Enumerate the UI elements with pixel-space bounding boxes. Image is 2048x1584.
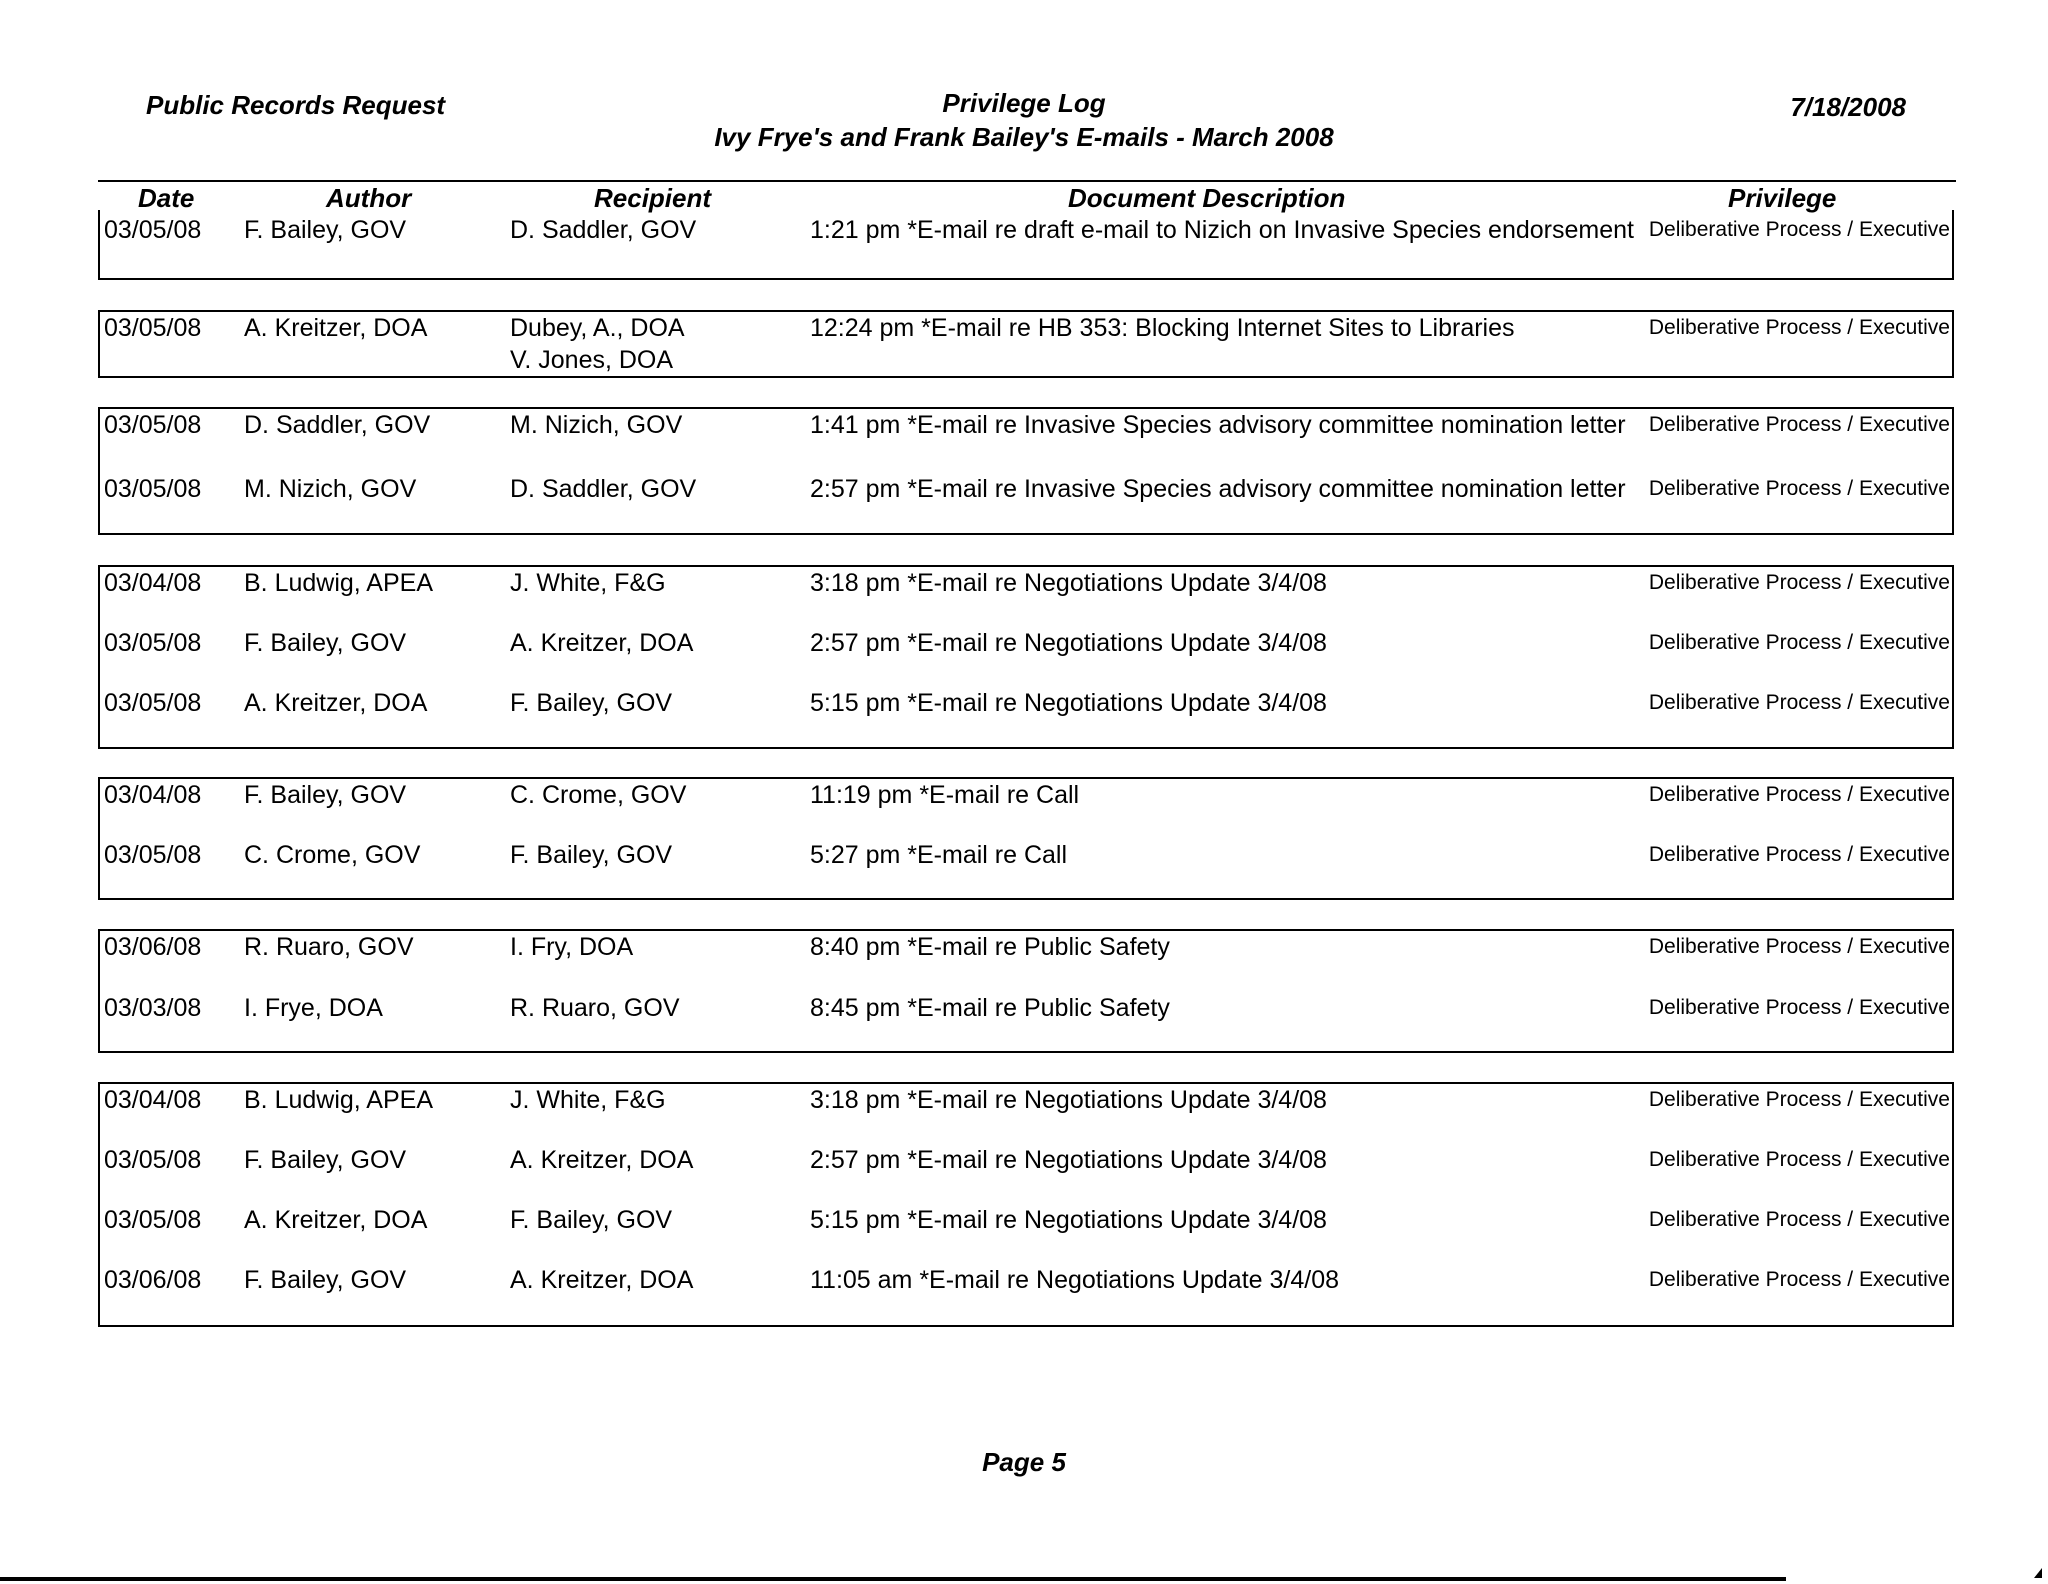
entry-recipient: D. Saddler, GOV [510, 216, 697, 244]
entry-recipient: M. Nizich, GOV [510, 411, 683, 439]
entry-date: 03/04/08 [104, 569, 202, 597]
entry-privilege: Deliberative Process / Executive [1648, 631, 1950, 654]
entry-privilege: Deliberative Process / Executive [1648, 843, 1950, 866]
entry-description: 3:18 pm *E-mail re Negotiations Update 3/4/08 [810, 1086, 1327, 1114]
entry-group [98, 929, 1954, 1053]
column-header-date: Date [138, 183, 195, 213]
entry-description: 8:40 pm *E-mail re Public Safety [810, 933, 1170, 961]
entry-date: 03/05/08 [104, 689, 202, 717]
entry-privilege: Deliberative Process / Executive [1648, 1088, 1950, 1111]
entry-recipient: J. White, F&G [510, 1086, 666, 1114]
header-rule [98, 180, 1956, 182]
entry-description: 2:57 pm *E-mail re Negotiations Update 3/4/08 [810, 1146, 1327, 1174]
entry-author: A. Kreitzer, DOA [244, 689, 428, 717]
entry-recipient: C. Crome, GOV [510, 781, 687, 809]
entry-author: F. Bailey, GOV [244, 1146, 407, 1174]
entry-recipient: F. Bailey, GOV [510, 841, 673, 869]
entry-author: B. Ludwig, APEA [244, 569, 434, 597]
entry-description: 11:05 am *E-mail re Negotiations Update 3/4/08 [810, 1266, 1340, 1294]
entry-date: 03/04/08 [104, 781, 202, 809]
column-header-recipient: Recipient [594, 183, 712, 213]
document-title: Privilege Log [942, 88, 1106, 118]
entry-privilege: Deliberative Process / Executive [1648, 1268, 1950, 1291]
entry-date: 03/05/08 [104, 314, 202, 342]
entry-author: F. Bailey, GOV [244, 629, 407, 657]
entry-recipient [510, 312, 685, 376]
entry-date: 03/04/08 [104, 1086, 202, 1114]
entry-date: 03/05/08 [104, 1206, 202, 1234]
entry-author: A. Kreitzer, DOA [244, 314, 428, 342]
entry-privilege: Deliberative Process / Executive [1648, 477, 1950, 500]
entry-recipient-line: Dubey, A., DOA [510, 314, 685, 342]
entry-date: 03/05/08 [104, 629, 202, 657]
entry-author: R. Ruaro, GOV [244, 933, 414, 961]
entry-description: 2:57 pm *E-mail re Negotiations Update 3/4/08 [810, 629, 1327, 657]
entry-author: B. Ludwig, APEA [244, 1086, 434, 1114]
entry-description: 5:27 pm *E-mail re Call [810, 841, 1068, 869]
entry-recipient: D. Saddler, GOV [510, 475, 697, 503]
column-header-author: Author [326, 183, 412, 213]
entry-privilege: Deliberative Process / Executive [1648, 783, 1950, 806]
entry-group [98, 1082, 1954, 1327]
entry-privilege: Deliberative Process / Executive [1648, 316, 1950, 339]
entry-privilege: Deliberative Process / Executive [1648, 996, 1950, 1019]
entry-group [98, 310, 1954, 378]
entry-date: 03/06/08 [104, 1266, 202, 1294]
entry-recipient: J. White, F&G [510, 569, 666, 597]
entry-privilege: Deliberative Process / Executive [1648, 413, 1950, 436]
entry-date: 03/05/08 [104, 475, 202, 503]
entry-group [98, 565, 1954, 749]
entry-author: A. Kreitzer, DOA [244, 1206, 428, 1234]
column-header-description: Document Description [1068, 183, 1346, 213]
entry-date: 03/05/08 [104, 1146, 202, 1174]
document-title-block [0, 86, 2048, 154]
entry-recipient-line: V. Jones, DOA [510, 346, 674, 374]
footer-rule [0, 1577, 1786, 1581]
entry-description: 12:24 pm *E-mail re HB 353: Blocking Internet Sites to Libraries [810, 314, 1515, 342]
entry-group [98, 210, 1954, 280]
entry-author: F. Bailey, GOV [244, 216, 407, 244]
entry-recipient: I. Fry, DOA [510, 933, 634, 961]
column-header-privilege: Privilege [1728, 183, 1837, 213]
entry-description: 5:15 pm *E-mail re Negotiations Update 3/4/08 [810, 689, 1327, 717]
entry-privilege: Deliberative Process / Executive [1648, 1148, 1950, 1171]
entry-description: 3:18 pm *E-mail re Negotiations Update 3/4/08 [810, 569, 1327, 597]
entry-privilege: Deliberative Process / Executive [1648, 1208, 1950, 1231]
report-date: 7/18/2008 [1790, 92, 1906, 122]
entry-author: C. Crome, GOV [244, 841, 421, 869]
entry-author: M. Nizich, GOV [244, 475, 417, 503]
entry-recipient: F. Bailey, GOV [510, 689, 673, 717]
entry-description: 1:21 pm *E-mail re draft e-mail to Nizich on Invasive Species endorsement [810, 216, 1634, 244]
entry-author: I. Frye, DOA [244, 994, 383, 1022]
entry-privilege: Deliberative Process / Executive [1648, 691, 1950, 714]
entry-description: 1:41 pm *E-mail re Invasive Species advisory committee nomination letter [810, 411, 1626, 439]
entry-recipient: A. Kreitzer, DOA [510, 629, 694, 657]
request-label: Public Records Request [146, 90, 446, 120]
entry-recipient: A. Kreitzer, DOA [510, 1146, 694, 1174]
entry-date: 03/05/08 [104, 411, 202, 439]
entry-date: 03/05/08 [104, 216, 202, 244]
entry-description: 8:45 pm *E-mail re Public Safety [810, 994, 1170, 1022]
entry-description: 5:15 pm *E-mail re Negotiations Update 3/4/08 [810, 1206, 1327, 1234]
entry-author: D. Saddler, GOV [244, 411, 431, 439]
entry-recipient: F. Bailey, GOV [510, 1206, 673, 1234]
entry-privilege: Deliberative Process / Executive [1648, 571, 1950, 594]
entry-group [98, 407, 1954, 535]
entry-author: F. Bailey, GOV [244, 1266, 407, 1294]
scan-mark [2034, 1568, 2042, 1578]
entry-author: F. Bailey, GOV [244, 781, 407, 809]
entry-recipient: A. Kreitzer, DOA [510, 1266, 694, 1294]
entry-date: 03/03/08 [104, 994, 202, 1022]
entry-date: 03/06/08 [104, 933, 202, 961]
document-subtitle: Ivy Frye's and Frank Bailey's E-mails - March 2008 [714, 122, 1334, 152]
entry-description: 2:57 pm *E-mail re Invasive Species advisory committee nomination letter [810, 475, 1626, 503]
entry-privilege: Deliberative Process / Executive [1648, 218, 1950, 241]
entry-privilege: Deliberative Process / Executive [1648, 935, 1950, 958]
page-number: Page 5 [982, 1447, 1066, 1477]
entry-group [98, 777, 1954, 900]
entry-date: 03/05/08 [104, 841, 202, 869]
entry-recipient: R. Ruaro, GOV [510, 994, 680, 1022]
entry-description: 11:19 pm *E-mail re Call [810, 781, 1080, 809]
